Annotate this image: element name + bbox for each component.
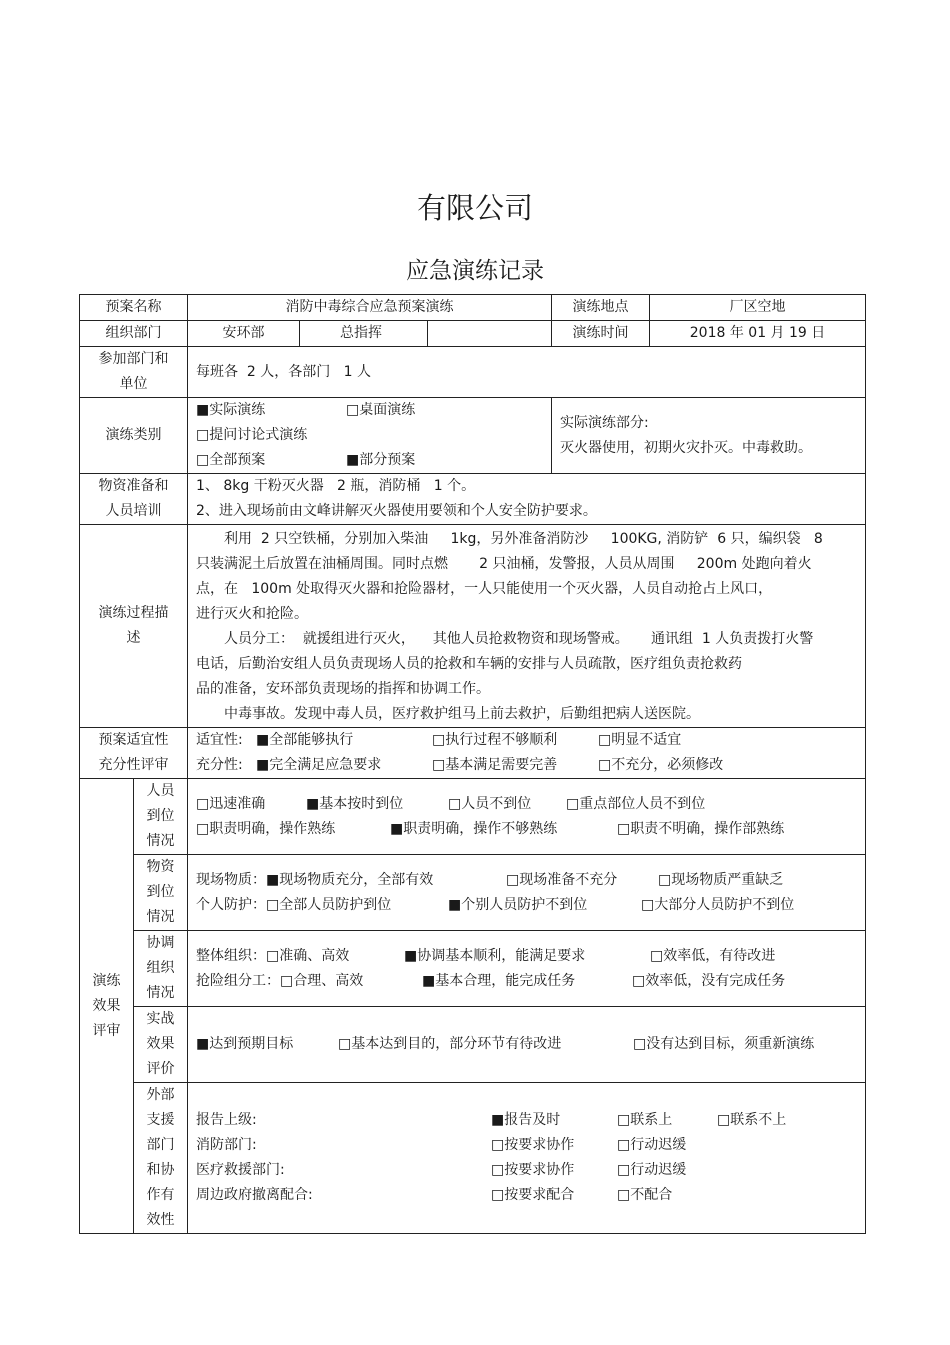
plan-name-value: 消防中毒综合应急预案演练 [188, 295, 552, 321]
materials-label-line: 物资 [146, 859, 175, 875]
drill-process-label-line1: 演练过程描 [98, 605, 169, 621]
process-line: 人员分工： 就援组进行灭火， 其他人员抢救物资和现场警戒。 通讯组 1 人负责拨打火警 [224, 631, 814, 647]
external-support-label [134, 1083, 188, 1234]
option-personnel-absent[interactable]: □人员不到位 [448, 795, 532, 812]
option-fire-slow[interactable]: □行动迟缓 [617, 1137, 687, 1153]
company-name: 有限公司 [416, 191, 533, 225]
medical-rescue-label: 医疗救援部门: [196, 1162, 285, 1178]
option-fast-accurate[interactable]: □迅速准确 [196, 795, 266, 812]
option-materials-lacking[interactable]: □现场物质严重缺乏 [658, 871, 784, 888]
drill-process-description [188, 525, 866, 728]
drill-type-options [188, 398, 552, 474]
row-drill-type [80, 398, 866, 474]
document-title: 应急演练记录 [406, 258, 544, 284]
option-not-contacted[interactable]: □联系不上 [717, 1112, 787, 1128]
combat-effect-label [134, 1007, 188, 1083]
drill-time-value: 2018 年 01 月 19 日 [650, 321, 866, 347]
materials-label-line: 到位 [146, 884, 175, 900]
materials-line-2: 2、进入现场前由文峰讲解灭火器使用要领和个人安全防护要求。 [196, 503, 597, 519]
option-all-executable[interactable]: ■全部能够执行 [256, 732, 354, 748]
option-full-plan[interactable]: □全部预案 [196, 452, 266, 468]
option-unclear-duties[interactable]: □职责不明确，操作部熟练 [617, 820, 785, 837]
drill-site-label: 演练地点 [552, 295, 650, 321]
external-support-label-line: 和协 [146, 1162, 175, 1178]
effect-review-label-line: 评审 [92, 1022, 121, 1039]
personnel-label-line: 人员 [146, 783, 175, 799]
option-tabletop-drill[interactable]: □桌面演练 [346, 402, 416, 418]
option-actual-drill[interactable]: ■实际演练 [196, 402, 266, 418]
process-line: 进行灭火和抢险。 [196, 606, 308, 622]
external-support-label-line: 作有 [146, 1187, 175, 1203]
materials-label [134, 855, 188, 931]
participants-value: 每班各 2 人，各部门 1 人 [188, 347, 866, 398]
participants-label [80, 347, 188, 398]
process-line: 中毒事故。发现中毒人员，医疗救护组马上前去救护，后勤组把病人送医院。 [224, 706, 700, 722]
effect-review-label-line: 效果 [92, 997, 121, 1014]
plan-name-label: 预案名称 [80, 295, 188, 321]
actual-drill-part-title: 实际演练部分: [560, 414, 649, 431]
option-goal-not-achieved[interactable]: □没有达到目标，须重新演练 [633, 1036, 815, 1052]
organizer-label: 组织部门 [80, 321, 188, 347]
suitability-options [188, 728, 866, 779]
option-low-efficiency[interactable]: □效率低，有待改进 [650, 947, 776, 964]
option-clear-duties-skilled[interactable]: □职责明确，操作熟练 [196, 820, 336, 837]
external-support-label-line: 支援 [146, 1112, 175, 1128]
option-not-smooth[interactable]: □执行过程不够顺利 [432, 732, 558, 748]
row-materials [80, 855, 866, 931]
coordination-label-line: 协调 [146, 935, 175, 951]
process-line: 品的准备，安环部负责现场的指挥和协调工作。 [196, 681, 490, 697]
commander-label: 总指挥 [300, 321, 428, 347]
drill-process-label-line2: 述 [126, 630, 141, 646]
personnel-label-line: 情况 [146, 833, 175, 849]
effect-review-label [80, 779, 134, 1234]
option-discussion-drill[interactable]: □提问讨论式演练 [196, 427, 308, 443]
row-combat-effect [80, 1007, 866, 1083]
commander-value [428, 321, 552, 347]
option-report-timely[interactable]: ■报告及时 [491, 1112, 561, 1128]
row-materials-training [80, 474, 866, 525]
adequacy-title: 充分性: [196, 757, 243, 773]
materials-label-line: 情况 [146, 909, 175, 925]
organizer-value: 安环部 [188, 321, 300, 347]
row-plan-name [80, 295, 866, 321]
drill-type-label: 演练类别 [80, 398, 188, 474]
actual-drill-part-value: 灭火器使用，初期火灾扑灭。中毒救助。 [560, 439, 813, 456]
actual-drill-part [552, 398, 866, 474]
combat-effect-options [188, 1007, 866, 1083]
combat-effect-label-line: 评价 [146, 1061, 175, 1077]
option-all-protected[interactable]: 个人防护：□全部人员防护到位 [196, 896, 392, 913]
option-coordination-smooth[interactable]: ■协调基本顺利，能满足要求 [404, 947, 586, 964]
materials-training-label [80, 474, 188, 525]
participants-label-line2: 单位 [119, 376, 148, 392]
suitability-label [80, 728, 188, 779]
drill-time-label: 演练时间 [552, 321, 650, 347]
option-partial-plan[interactable]: ■部分预案 [346, 452, 416, 468]
external-support-label-line: 部门 [146, 1137, 175, 1153]
government-evacuation-label: 周边政府撤离配合: [196, 1187, 313, 1203]
option-government-cooperate[interactable]: □按要求配合 [491, 1187, 575, 1203]
effect-review-label-line: 演练 [92, 972, 121, 989]
process-line: 只装满泥土后放置在油桶周围。同时点燃 2 只油桶，发警报，人员从周围 200m 处跑向着火 [196, 556, 812, 572]
option-medical-cooperate[interactable]: □按要求协作 [491, 1162, 575, 1178]
personnel-label-line: 到位 [146, 808, 175, 824]
coordination-label-line: 情况 [146, 985, 175, 1001]
row-participants [80, 347, 866, 398]
option-basically-reasonable[interactable]: ■基本合理，能完成任务 [422, 972, 576, 989]
option-unsuitable[interactable]: □明显不适宜 [598, 732, 682, 748]
external-support-label-line: 外部 [146, 1087, 175, 1103]
row-organizer [80, 321, 866, 347]
option-goal-basically-achieved[interactable]: □基本达到目的，部分环节有待改进 [338, 1036, 562, 1052]
row-drill-process [80, 525, 866, 728]
combat-effect-label-line: 效果 [146, 1036, 175, 1052]
row-coordination [80, 931, 866, 1007]
materials-options [188, 855, 866, 931]
option-contacted[interactable]: □联系上 [617, 1112, 673, 1128]
option-key-post-absent[interactable]: □重点部位人员不到位 [566, 795, 706, 812]
option-task-not-completed[interactable]: □效率低，没有完成任务 [632, 972, 786, 989]
option-basically-on-time[interactable]: ■基本按时到位 [306, 795, 404, 812]
suitability-title: 适宜性: [196, 732, 243, 748]
coordination-label-line: 组织 [146, 960, 175, 976]
option-clear-duties-unskilled[interactable]: ■职责明确，操作不够熟练 [390, 820, 558, 837]
personnel-options [188, 779, 866, 855]
option-accurate-efficient[interactable]: 整体组织：□准确、高效 [196, 947, 350, 964]
option-medical-slow[interactable]: □行动迟缓 [617, 1162, 687, 1178]
coordination-label [134, 931, 188, 1007]
materials-line-1: 1、 8kg 干粉灭火器 2 瓶，消防桶 1 个。 [196, 478, 476, 494]
suitability-label-line1: 预案适宜性 [98, 732, 169, 748]
process-line: 电话，后勤治安组人员负责现场人员的抢救和车辆的安排与人员疏散，医疗组负责抢救药 [196, 656, 742, 672]
external-support-label-line: 效性 [146, 1212, 175, 1228]
personnel-label [134, 779, 188, 855]
materials-training-label-line1: 物资准备和 [98, 478, 169, 494]
suitability-label-line2: 充分性评审 [98, 757, 169, 773]
row-suitability-review [80, 728, 866, 779]
process-line: 点，在 100m 处取得灭火器和抢险器材，一人只能使用一个灭火器，人员自动抢占上风口， [196, 581, 773, 597]
option-materials-sufficient[interactable]: 现场物质：■现场物质充分，全部有效 [196, 871, 434, 888]
option-needs-improvement[interactable]: □基本满足需要完善 [432, 757, 558, 773]
option-fire-cooperate[interactable]: □按要求协作 [491, 1137, 575, 1153]
external-support-options [188, 1083, 866, 1234]
process-line: 利用 2 只空铁桶，分别加入柴油 1kg，另外准备消防沙 100KG, 消防铲 6 只，编织袋 8 [224, 531, 823, 547]
coordination-options [188, 931, 866, 1007]
materials-training-label-line2: 人员培训 [105, 503, 162, 519]
drill-site-value: 厂区空地 [650, 295, 866, 321]
participants-label-line1: 参加部门和 [98, 351, 169, 367]
option-materials-insufficient[interactable]: □现场准备不充分 [506, 871, 618, 888]
option-reasonable-efficient[interactable]: 抢险组分工：□合理、高效 [196, 972, 364, 989]
option-some-unprotected[interactable]: ■个别人员防护不到位 [448, 896, 588, 913]
combat-effect-label-line: 实战 [146, 1011, 175, 1027]
drill-record-table [79, 294, 866, 1234]
report-superior-label: 报告上级: [196, 1112, 257, 1128]
option-inadequate[interactable]: □不充分，必须修改 [598, 757, 724, 773]
drill-process-label [80, 525, 188, 728]
materials-training-value [188, 474, 866, 525]
row-personnel [80, 779, 866, 855]
row-external-support [80, 1083, 866, 1234]
fire-department-label: 消防部门: [196, 1137, 257, 1153]
option-government-not-cooperate[interactable]: □不配合 [617, 1187, 673, 1203]
option-goal-achieved[interactable]: ■达到预期目标 [196, 1036, 294, 1052]
option-fully-meets[interactable]: ■完全满足应急要求 [256, 757, 382, 773]
option-most-unprotected[interactable]: □大部分人员防护不到位 [641, 896, 795, 913]
